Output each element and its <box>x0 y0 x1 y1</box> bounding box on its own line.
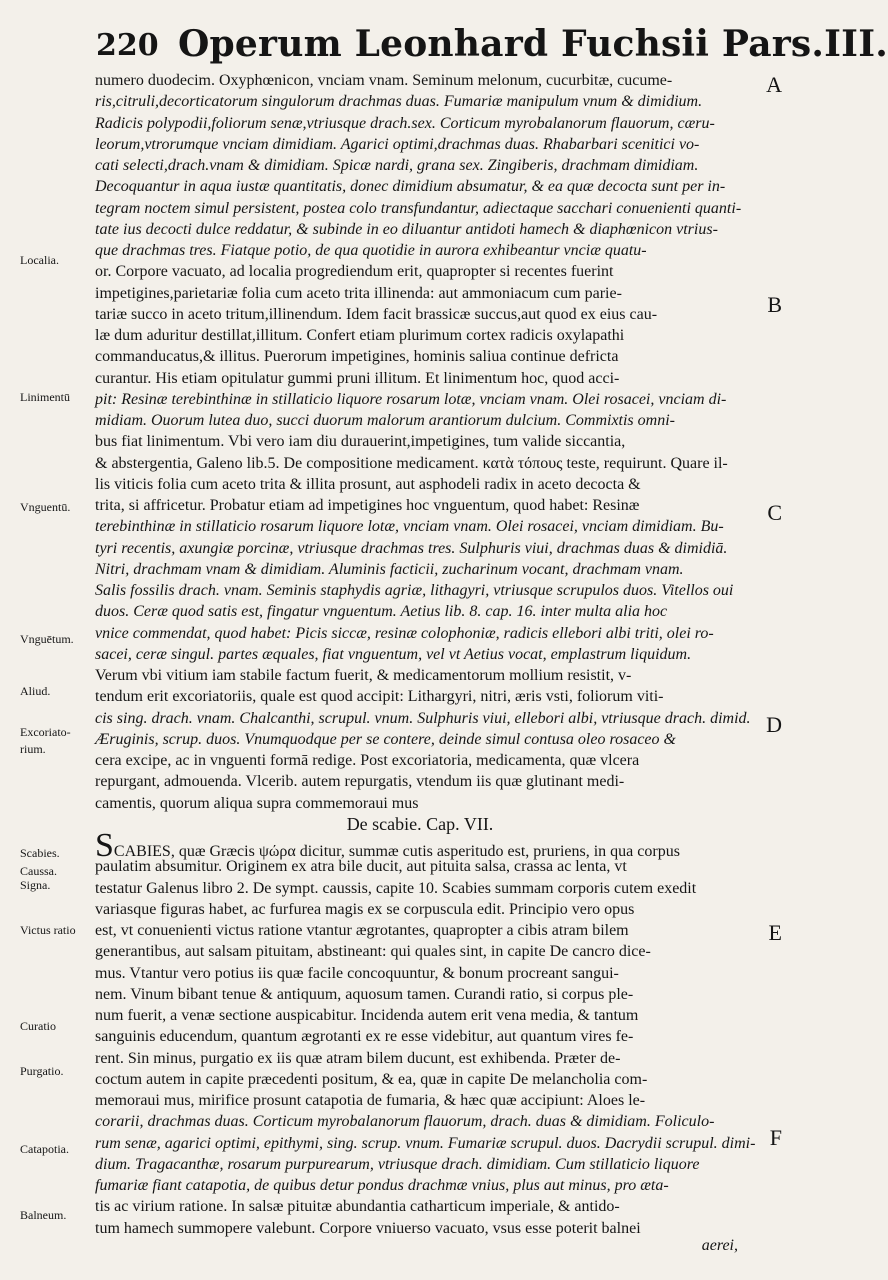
section-letter: E <box>768 920 782 945</box>
text-line: rent. Sin minus, purgatio ex iis quæ atram bilem ducunt, est exhibenda. Præter de- <box>95 1049 621 1067</box>
text-line: Verum vbi vitium iam stabile factum fuerit, & medicamentorum mollium resistit, v- <box>95 667 632 684</box>
page-catchword: aerei, <box>701 1237 738 1254</box>
text-line: cera excipe, ac in vnguenti formā redige. Post excoriatoria, medicamenta, quæ vlcera <box>95 752 640 769</box>
text-line: Nitri, drachmam vnam & dimidiam. Aluminis facticii, zucharinum vocant, drachmam vnam. <box>95 560 684 578</box>
text-line: dium. Tragacanthæ, rosarum purpurearum, vtriusque drach. dimidiam. Cum stillaticio liquore <box>95 1155 700 1173</box>
text-line: bus fiat linimentum. Vbi vero iam diu durauerint,impetigines, tum valide siccantia, <box>95 433 626 451</box>
text-line: leorum,vtrorumque vnciam dimidiam. Agarici optimi,drachmas duas. Rhabarbari scenitici vo- <box>95 135 700 153</box>
text-line: Æruginis, scrup. duos. Vnumquodque per se contere, deinde simul contusa oleo rosaceo & <box>95 730 676 748</box>
page-number: 220 <box>96 28 159 63</box>
text-line: mus. Vtantur vero potius iis quæ facile concoquuntur, & bonum procreant sangui- <box>95 964 619 982</box>
margin-note: Localia. <box>20 253 59 267</box>
margin-note: Vnguentū. <box>20 500 71 514</box>
text-line: tendum erit excoriatoriis, quale est quod accipit: Lithargyri, nitri, æris vsti, foliorum viti- <box>95 688 664 706</box>
text-line: rum senæ, agarici optimi, epithymi, sing. scrup. vnum. Fumariæ scrupul. duos. Dacrydii scrupul. dimi- <box>95 1134 756 1152</box>
margin-note: Purgatio. <box>20 1064 64 1078</box>
text-line: trita, si affricetur. Probatur etiam ad impetigines hoc vnguentum, quod habet: Resinæ <box>95 497 640 514</box>
margin-notes <box>0 0 100 1280</box>
text-line: SCABIES, quæ Græcis ψώρα dicitur, summæ cutis asperitudo est, pruriens, in qua corpus <box>95 827 680 864</box>
margin-note: Caussa. <box>20 864 57 878</box>
text-line: terebinthinæ in stillaticio rosarum liquore lotæ, vnciam vnam. Olei rosacei, vnciam dimidiam. Bu- <box>95 518 724 536</box>
margin-note: Scabies. <box>20 846 60 860</box>
text-line: lis viticis folia cum aceto trita & illita prosunt, aut asphodeli radix in aceto decocta & <box>95 475 641 493</box>
text-line: que drachmas tres. Fiatque potio, de qua quotidie in aurora exhibeantur vnciæ quatu- <box>95 242 647 259</box>
chapter-heading: De scabie. Cap. VII. <box>346 813 494 834</box>
text-line: Decoquantur in aqua iustæ quantitatis, donec dimidium absumatur, & ea quæ decocta sunt per in- <box>95 178 726 196</box>
margin-note: Balneum. <box>20 1208 67 1222</box>
text-line: & abstergentia, Galeno lib.5. De compositione medicament. κατὰ τόπους teste, requirunt. Quare il- <box>95 454 728 472</box>
text-line: Salis fossilis drach. vnam. Seminis staphydis agriæ, lithagyri, vtriusque scrupulos duos. Vitellos oui <box>95 582 734 599</box>
section-letter: C <box>767 500 782 525</box>
text-line: cis sing. drach. vnam. Chalcanthi, scrupul. vnum. Sulphuris viui, ellebori albi, vtriusque drach. dimid. <box>95 709 751 727</box>
text-line: nem. Vinum bibant tenue & antiquum, aquosum tamen. Curandi ratio, si corpus ple- <box>95 985 634 1003</box>
margin-note: Curatio <box>20 1019 56 1033</box>
text-line: num fuerit, a venæ sectione auspicabitur. Incidenda autem erit vena media, & tantum <box>95 1007 639 1024</box>
text-line: vnice commendat, quod habet: Picis siccæ, resinæ colophoniæ, radicis ellebori albi triti, olei ro- <box>95 624 714 642</box>
text-line: læ dum aduritur destillat,illitum. Confert etiam plurimum cortex radicis oxylapathi <box>95 327 625 344</box>
text-line: generantibus, aut salsam pituitam, abstineant: qui quales sint, in capite De cancro dice- <box>95 943 651 961</box>
text-line: variasque figuras habet, ac furfurea magis ex se corpuscula edit. Principio vero opus <box>95 900 635 918</box>
main-text <box>95 70 756 1260</box>
section-letter: B <box>767 292 782 317</box>
text-line: pit: Resinæ terebinthinæ in stillaticio liquore rosarum lotæ, vnciam vnam. Olei rosacei, vnciam di- <box>95 390 727 408</box>
margin-note: Linimentū <box>20 390 70 404</box>
section-letter: A <box>766 72 782 97</box>
text-line: tariæ succo in aceto tritum,illinendum. Idem facit brassicæ succus,aut quod ex eius cau- <box>95 305 658 323</box>
text-line: duos. Ceræ quod satis est, fingatur vnguentum. Aetius lib. 8. cap. 16. inter multa alia hoc <box>95 603 668 621</box>
margin-note: Aliud. <box>20 684 51 698</box>
text-line: paulatim absumitur. Originem ex atra bile ducit, aut pituita salsa, crassa ac lenta, vt <box>95 858 627 876</box>
section-letter: F <box>769 1125 782 1150</box>
margin-note: Vnguētum. <box>20 632 74 646</box>
text-line: curantur. His etiam opitulatur gummi pruni illitum. Et linimentum hoc, quod acci- <box>95 369 620 387</box>
text-line: repurgant, admouenda. Vlcerib. autem repurgatis, vtendum iis quæ glutinant medi- <box>95 773 625 791</box>
text-line: numero duodecim. Oxyphœnicon, vnciam vnam. Seminum melonum, cucurbitæ, cucume- <box>95 72 673 89</box>
page-header <box>96 18 888 68</box>
text-line: est, vt conuenienti victus ratione vtantur ægrotantes, quapropter a cibis atram bilem <box>95 922 629 939</box>
text-line: memoraui mus, mirifice prosunt catapotia de fumaria, & hæc quæ accipiunt: Aloes le- <box>95 1092 646 1109</box>
running-title: Operum Leonhard Fuchsii Pars.III. <box>178 23 888 65</box>
text-line: ris,citruli,decorticatorum singulorum drachmas duas. Fumariæ manipulum vnum & dimidium. <box>95 93 703 111</box>
section-letter: D <box>766 712 782 737</box>
text-line: commanducatus,& illitus. Puerorum impetigines, hominis saliua continue defricta <box>95 348 619 366</box>
text-line: tyri recentis, axungiæ porcinæ, vtriusque drachmas tres. Sulphuris viui, drachmas duas & dimidiā. <box>95 539 728 557</box>
text-line: or. Corpore vacuato, ad localia progrediendum erit, quapropter si recentes fuerint <box>95 263 614 281</box>
text-line: cati selecti,drach.vnam & dimidiam. Spicæ nardi, grana sex. Zingiberis, drachmam dimidiam. <box>95 157 699 174</box>
margin-note: rium. <box>20 742 46 756</box>
margin-note: Excoriato- <box>20 725 71 739</box>
text-line: sanguinis educendum, quantum ægrotanti ex re esse videbitur, aut quantum vires fe- <box>95 1028 634 1046</box>
text-line: tegram noctem simul persistent, postea colo transfundantur, adiectaque sacchari conuenienti quanti- <box>95 199 742 217</box>
text-line: midiam. Ouorum lutea duo, succi duorum malorum arantiorum dulcium. Commixtis omni- <box>95 412 675 429</box>
text-line: coctum autem in capite præcedenti positum, & ea, quæ in capite De melancholia com- <box>95 1070 648 1088</box>
text-line: corarii, drachmas duas. Corticum myrobalanorum flauorum, drach. duas & dimidiam. Foliculo- <box>95 1113 715 1131</box>
margin-note: Catapotia. <box>20 1142 69 1156</box>
margin-note: Victus ratio <box>20 923 76 937</box>
text-line: impetigines,parietariæ folia cum aceto trita illinenda: aut ammoniacum cum parie- <box>95 284 622 302</box>
text-line: testatur Galenus libro 2. De sympt. caussis, capite 10. Scabies summam corporis cutem exedit <box>95 879 697 897</box>
text-line: tis ac virium ratione. In salsæ pituitæ abundantia catharticum imperiale, & antido- <box>95 1198 620 1216</box>
margin-note: Signa. <box>20 878 51 892</box>
text-line: camentis, quorum aliqua supra commemoraui mus <box>95 794 419 812</box>
text-line: Radicis polypodii,foliorum senæ,vtriusque drach.sex. Corticum myrobalanorum flauorum, cæru- <box>95 114 715 132</box>
text-line: sacei, ceræ singul. partes æquales, fiat vnguentum, vel vt Aetius vocat, emplastrum liquidum. <box>95 645 692 663</box>
text-line: tum hamech summopere valebunt. Corpore vniuerso vacuato, vsus esse poterit balnei <box>95 1219 641 1237</box>
text-line: tate ius decocti dulce reddatur, & subinde in eo diluantur antidoti hamech & diaphœnicon vtrius- <box>95 220 718 238</box>
text-line: fumariæ fiant catapotia, de quibus detur pondus drachmæ vnius, plus aut minus, pro æta- <box>95 1177 669 1194</box>
